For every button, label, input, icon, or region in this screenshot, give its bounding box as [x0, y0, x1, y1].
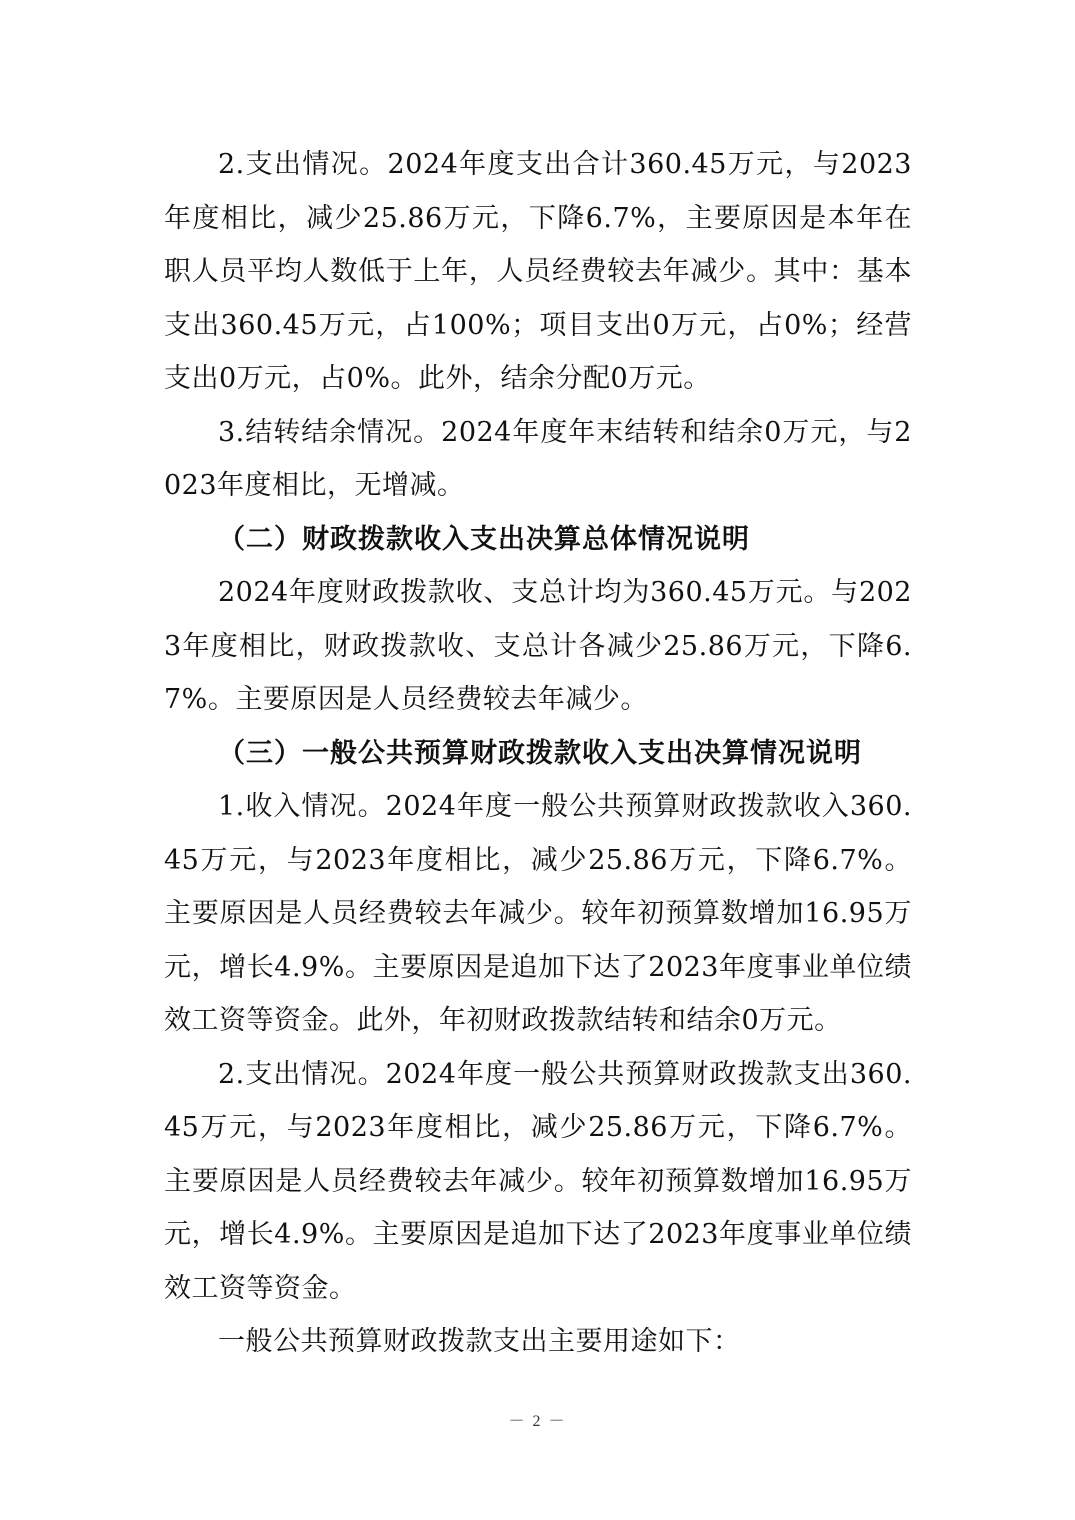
- paragraph-carryover-balance: 3.结转结余情况。2024年度年末结转和结余0万元，与2023年度相比，无增减。: [164, 416, 912, 501]
- paragraph-fiscal-appropriation-total: 2024年度财政拨款收、支总计均为360.45万元。与2023年度相比，财政拨款收、支总计各减少25.86万元，下降6.7%。主要原因是人员经费较去年减少。: [164, 577, 912, 715]
- section-heading-general-public-budget: （三）一般公共预算财政拨款收入支出决算情况说明: [218, 737, 862, 769]
- paragraph-budget-income: 1.收入情况。2024年度一般公共预算财政拨款收入360.45万元，与2023年度相比，减少25.86万元，下降6.7%。主要原因是人员经费较去年减少。较年初预算数增加16.95万元，增长4.9%。主要原因是追加下达了2023年度事业单位绩效工资等资金。此外，年初财政拨款结转和结余0万元。: [164, 791, 912, 1036]
- page-number: － 2 －: [508, 1413, 567, 1430]
- paragraph-expenditure-overview: 2.支出情况。2024年度支出合计360.45万元，与2023年度相比，减少25.86万元，下降6.7%，主要原因是本年在职人员平均人数低于上年，人员经费较去年减少。其中：基本支出360.45万元，占100%；项目支出0万元，占0%；经营支出0万元，占0%。此外，结余分配0万元。: [164, 149, 912, 394]
- paragraph-main-uses-intro: 一般公共预算财政拨款支出主要用途如下：: [218, 1326, 741, 1357]
- paragraph-budget-expenditure: 2.支出情况。2024年度一般公共预算财政拨款支出360.45万元，与2023年度相比，减少25.86万元，下降6.7%。主要原因是人员经费较去年减少。较年初预算数增加16.95万元，增长4.9%。主要原因是追加下达了2023年度事业单位绩效工资等资金。: [164, 1058, 912, 1304]
- section-heading-fiscal-appropriation: （二）财政拨款收入支出决算总体情况说明: [218, 523, 750, 555]
- document-body: [164, 138, 912, 1369]
